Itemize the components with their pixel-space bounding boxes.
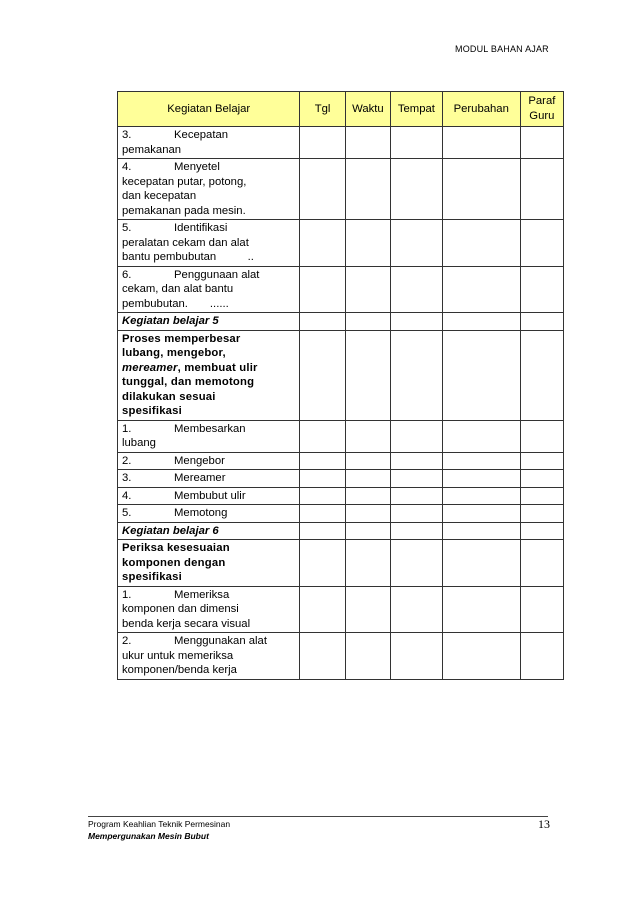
- table-row: [118, 220, 564, 267]
- section-label: Kegiatan belajar 5: [118, 313, 300, 331]
- table-row: [118, 127, 564, 159]
- footer-program: Program Keahlian Teknik Permesinan: [88, 819, 231, 829]
- col-tempat: Tempat: [391, 92, 443, 127]
- col-tgl: Tgl: [300, 92, 345, 127]
- page-number: 13: [538, 817, 550, 831]
- footer-module: Mempergunakan Mesin Bubut: [88, 831, 209, 841]
- activity-cell: 4. Membubut ulir: [118, 487, 300, 505]
- table-row: [118, 522, 564, 540]
- activity-cell: 1. Memeriksa komponen dan dimensi benda kerja secara visual: [118, 586, 300, 633]
- activity-table: [117, 91, 564, 680]
- table-row: [118, 452, 564, 470]
- activity-cell: 6. Penggunaan alat cekam, dan alat bantu pembubutan. ......: [118, 266, 300, 313]
- table-row: [118, 505, 564, 523]
- table-row: [118, 266, 564, 313]
- table-row: [118, 540, 564, 587]
- section-topic: Periksa kesesuaian komponen dengan spesifikasi: [118, 540, 300, 587]
- activity-cell: 4. Menyetel kecepatan putar, potong, dan kecepatan pemakanan pada mesin.: [118, 159, 300, 220]
- col-waktu: Waktu: [345, 92, 390, 127]
- table-row: [118, 586, 564, 633]
- activity-cell: 5. Identifikasi peralatan cekam dan alat bantu pembubutan ..: [118, 220, 300, 267]
- activity-cell: 3. Kecepatan pemakanan: [118, 127, 300, 159]
- activity-cell: 3. Mereamer: [118, 470, 300, 488]
- activity-cell: 5. Memotong: [118, 505, 300, 523]
- col-perubahan: Perubahan: [442, 92, 520, 127]
- section-topic: Proses memperbesar lubang, mengebor, mereamer, membuat ulir tunggal, dan memotong dilakukan sesuai spesifikasi: [118, 330, 300, 420]
- table-row: [118, 330, 564, 420]
- activity-cell: 2. Mengebor: [118, 452, 300, 470]
- section-label: Kegiatan belajar 6: [118, 522, 300, 540]
- table-row: [118, 487, 564, 505]
- activity-cell: 2. Menggunakan alat ukur untuk memeriksa komponen/benda kerja: [118, 633, 300, 680]
- col-kegiatan-belajar: Kegiatan Belajar: [118, 92, 300, 127]
- table-row: [118, 159, 564, 220]
- page-header: MODUL BAHAN AJAR: [455, 44, 549, 54]
- footer-divider: [88, 816, 548, 817]
- table-header-row: [118, 92, 564, 127]
- table-row: [118, 633, 564, 680]
- table-row: [118, 313, 564, 331]
- col-paraf-guru: Paraf Guru: [520, 92, 563, 127]
- table-row: [118, 470, 564, 488]
- activity-cell: 1. Membesarkan lubang: [118, 420, 300, 452]
- table-row: [118, 420, 564, 452]
